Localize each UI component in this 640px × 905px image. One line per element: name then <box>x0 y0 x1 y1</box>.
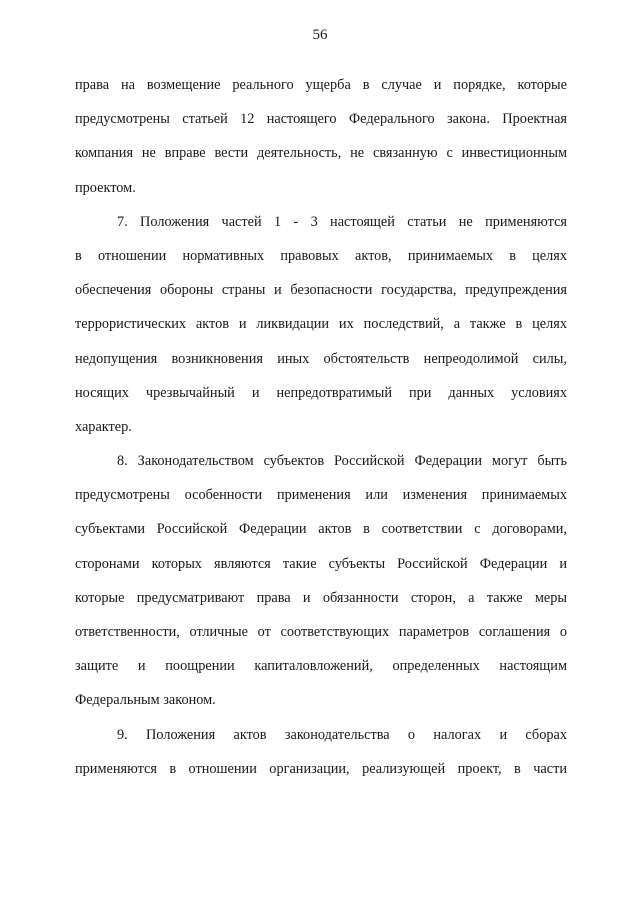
paragraph <box>75 444 567 718</box>
text-line: 7. Положения частей 1 - 3 настоящей статьи не применяются <box>117 213 567 230</box>
text-line: ответственности, отличные от соответствующих параметров соглашения о <box>75 624 567 640</box>
text-line: носящих чрезвычайный и непредотвратимый при данных условиях <box>75 384 567 401</box>
page-number: 56 <box>312 27 328 43</box>
text-line: которые предусматривают права и обязанности сторон, а также меры <box>75 589 567 606</box>
text-line: террористических актов и ликвидации их последствий, а также в целях <box>75 316 567 333</box>
document-body <box>75 68 567 786</box>
paragraph <box>75 718 567 786</box>
text-line: обеспечения обороны страны и безопасности государства, предупреждения <box>75 282 567 299</box>
text-line: проектом. <box>75 179 136 196</box>
text-line: компания не вправе вести деятельность, не связанную с инвестиционным <box>75 145 567 162</box>
text-line: применяются в отношении организации, реализующей проект, в части <box>75 760 567 777</box>
text-line: субъектами Российской Федерации актов в соответствии с договорами, <box>75 521 567 538</box>
paragraph <box>75 68 567 205</box>
text-line: защите и поощрении капиталовложений, определенных настоящим <box>75 658 567 675</box>
text-line: сторонами которых являются такие субъекты Российской Федерации и <box>75 555 567 572</box>
text-line: права на возмещение реального ущерба в случае и порядке, которые <box>75 77 567 93</box>
text-line: в отношении нормативных правовых актов, принимаемых в целях <box>75 247 567 264</box>
text-line: недопущения возникновения иных обстоятельств непреодолимой силы, <box>75 350 567 367</box>
text-line: характер. <box>75 418 132 435</box>
paragraph <box>75 205 567 444</box>
text-line: предусмотрены статьей 12 настоящего Федерального закона. Проектная <box>75 111 567 128</box>
text-line: 8. Законодательством субъектов Российской Федерации могут быть <box>117 453 567 470</box>
text-line: 9. Положения актов законодательства о налогах и сборах <box>117 726 567 743</box>
text-line: Федеральным законом. <box>75 692 216 709</box>
text-line: предусмотрены особенности применения или изменения принимаемых <box>75 487 567 504</box>
